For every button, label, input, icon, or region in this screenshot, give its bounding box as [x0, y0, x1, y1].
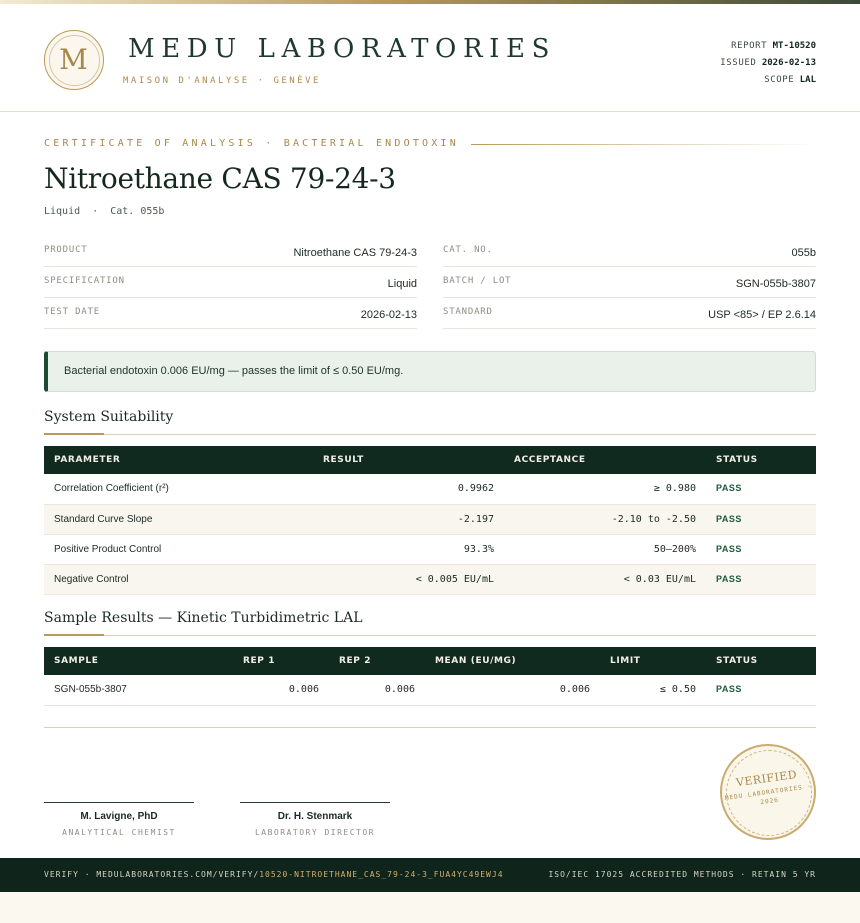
report-number: MT-10520	[772, 41, 816, 51]
seal-verified-text: VERIFIED	[735, 767, 798, 790]
column-header: LIMIT	[600, 647, 706, 675]
cell-acceptance: < 0.03 EU/mL	[504, 564, 706, 594]
status-badge: PASS	[716, 483, 742, 494]
info-value: Nitroethane CAS 79-24-3	[293, 247, 417, 259]
info-row-standard	[443, 298, 816, 329]
document-eyebrow	[44, 138, 816, 152]
info-row-test-date	[44, 298, 417, 329]
status-badge: PASS	[716, 684, 742, 695]
info-value: Liquid	[387, 278, 417, 290]
cell-acceptance: -2.10 to -2.50	[504, 504, 706, 534]
cell-parameter: Positive Product Control	[44, 534, 313, 564]
cell-acceptance: ≥ 0.980	[504, 474, 706, 504]
footer-bar	[0, 858, 860, 892]
eyebrow-text: CERTIFICATE OF ANALYSIS · BACTERIAL ENDOTOXIN	[44, 138, 459, 149]
verify-link[interactable]: 10520-NITROETHANE_CAS_79-24-3_FUA4YC49EWJ4	[259, 870, 504, 879]
table-row	[44, 504, 816, 534]
cell-result: < 0.005 EU/mL	[313, 564, 504, 594]
column-header: REP 1	[233, 647, 329, 675]
footer-accreditation: ISO/IEC 17025 ACCREDITED METHODS · RETAIN 5 YR	[548, 870, 816, 879]
status-badge: PASS	[716, 573, 742, 584]
signature-analyst	[44, 802, 194, 837]
issued-date: 2026-02-13	[761, 58, 816, 68]
result-notice-text: Bacterial endotoxin 0.006 EU/mg — passes the limit of ≤ 0.50 EU/mg.	[64, 365, 404, 377]
suitability-table	[44, 446, 816, 595]
info-grid-left	[44, 236, 417, 329]
table-header-row	[44, 446, 816, 474]
table-row	[44, 534, 816, 564]
column-header: STATUS	[706, 446, 816, 474]
section-accent	[44, 634, 104, 636]
section-heading-suitability	[44, 409, 816, 435]
cell-parameter: Negative Control	[44, 564, 313, 594]
brand-tagline: MAISON D'ANALYSE · GENÈVE	[123, 76, 321, 86]
report-meta	[720, 38, 816, 89]
scope-value: LAL	[799, 75, 816, 85]
verify-line	[44, 870, 504, 879]
info-row-specification	[44, 267, 417, 298]
issued-label: ISSUED	[720, 58, 757, 68]
signatory-role: LABORATORY DIRECTOR	[254, 828, 375, 837]
column-header: PARAMETER	[44, 446, 313, 474]
sample-results-table	[44, 647, 816, 706]
column-header: ACCEPTANCE	[504, 446, 706, 474]
info-row-batch	[443, 267, 816, 298]
cell-result: -2.197	[313, 504, 504, 534]
seal-caption: MEDU LABORATORIES · 2026	[724, 782, 813, 807]
cell-parameter: Correlation Coefficient (r²)	[44, 474, 313, 504]
report-label: REPORT	[731, 41, 768, 51]
info-label: SPECIFICATION	[44, 276, 125, 286]
brand-name: MEDU LABORATORIES	[128, 34, 556, 64]
signature-director	[240, 802, 390, 837]
section-title: Sample Results — Kinetic Turbidimetric LAL	[44, 610, 363, 626]
column-header: MEAN (EU/MG)	[425, 647, 600, 675]
cell-mean: 0.006	[425, 675, 600, 705]
info-row-product	[44, 236, 417, 267]
brand-monogram: M	[59, 43, 88, 76]
table-header-row	[44, 647, 816, 675]
cell-sample: SGN-055b-3807	[44, 675, 233, 705]
cell-result: 0.9962	[313, 474, 504, 504]
info-label: CAT. NO.	[443, 245, 493, 255]
brand-logo	[44, 30, 104, 90]
letterhead	[0, 4, 860, 112]
info-value: USP <85> / EP 2.6.14	[708, 309, 816, 321]
column-header: RESULT	[313, 446, 504, 474]
info-label: TEST DATE	[44, 307, 100, 317]
page-title: Nitroethane CAS 79-24-3	[44, 162, 396, 195]
signatory-name: Dr. H. Stenmark	[277, 811, 353, 822]
cell-rep2: 0.006	[329, 675, 425, 705]
section-heading-samples	[44, 610, 816, 636]
scope-label: SCOPE	[764, 75, 795, 85]
eyebrow-rule	[471, 144, 816, 145]
signatory-name: M. Lavigne, PhD	[80, 811, 158, 822]
product-subline: Liquid · Cat. 055b	[44, 206, 165, 217]
info-value: SGN-055b-3807	[735, 278, 816, 290]
page-bottom-margin	[0, 892, 860, 923]
table-row	[44, 474, 816, 504]
info-label: STANDARD	[443, 307, 493, 317]
cell-result: 93.3%	[313, 534, 504, 564]
column-header: STATUS	[706, 647, 816, 675]
cell-rep1: 0.006	[233, 675, 329, 705]
column-header: SAMPLE	[44, 647, 233, 675]
info-label: BATCH / LOT	[443, 276, 512, 286]
cell-parameter: Standard Curve Slope	[44, 504, 313, 534]
section-accent	[44, 433, 104, 435]
signatory-role: ANALYTICAL CHEMIST	[62, 828, 176, 837]
result-notice	[44, 351, 816, 392]
status-badge: PASS	[716, 543, 742, 554]
info-value: 055b	[791, 247, 816, 259]
info-value: 2026-02-13	[360, 309, 417, 321]
cell-limit: ≤ 0.50	[600, 675, 706, 705]
status-badge: PASS	[716, 513, 742, 524]
signature-divider	[44, 727, 816, 728]
info-grid-right	[443, 236, 816, 329]
info-row-cat-no	[443, 236, 816, 267]
table-row	[44, 564, 816, 594]
table-row	[44, 675, 816, 705]
verify-prefix: VERIFY · MEDULABORATORIES.COM/VERIFY/	[44, 870, 260, 879]
info-label: PRODUCT	[44, 245, 88, 255]
column-header: REP 2	[329, 647, 425, 675]
verified-seal	[720, 744, 816, 840]
cell-acceptance: 50–200%	[504, 534, 706, 564]
section-title: System Suitability	[44, 409, 174, 425]
